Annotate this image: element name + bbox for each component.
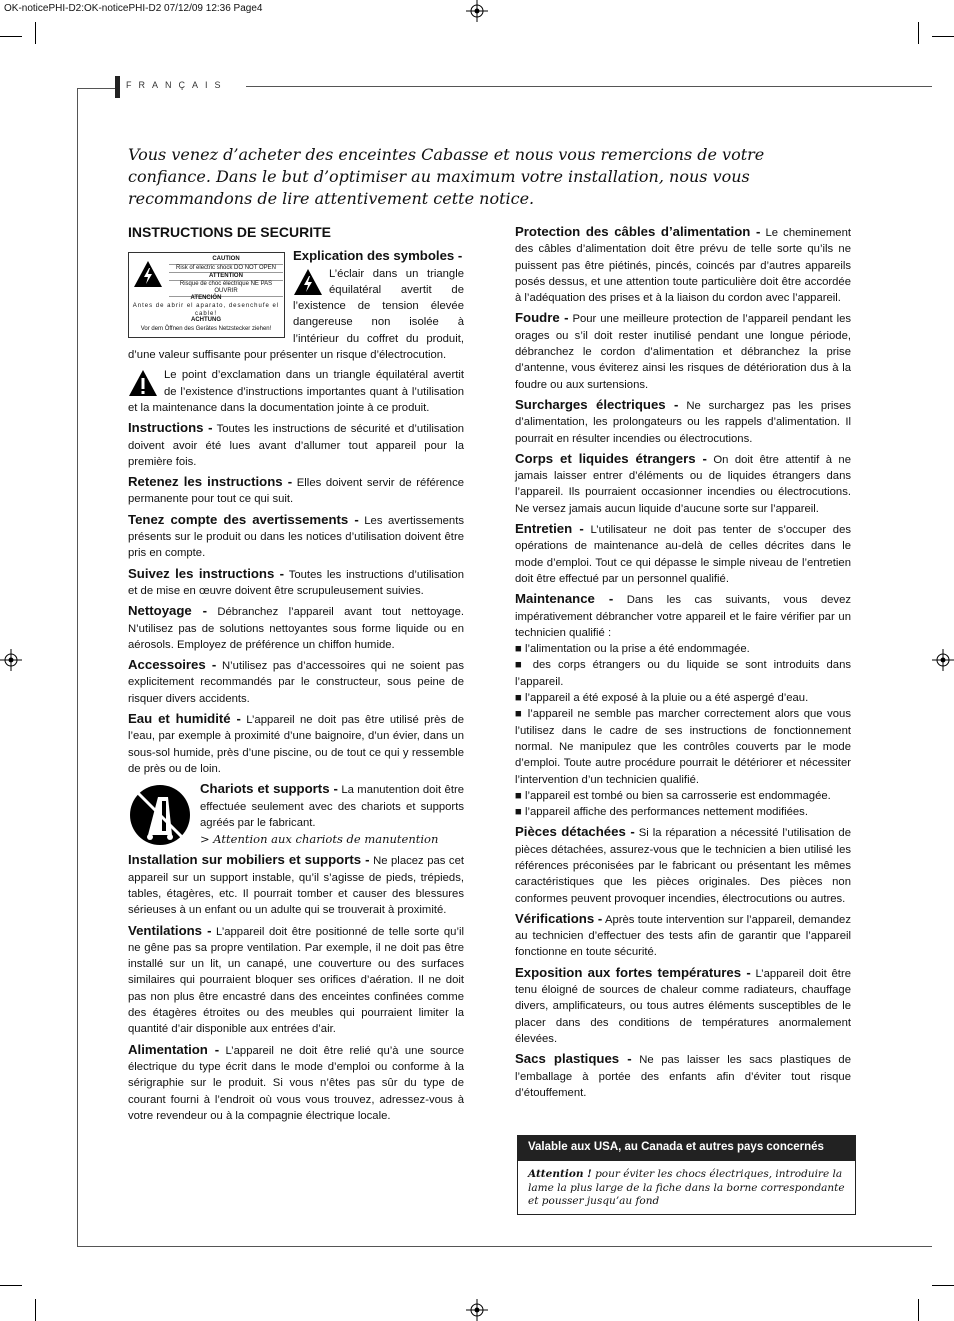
furniture-text: Ne placez pas cet appareil sur un support instable, qu’il s’agisse de pieds, trépieds, tables, étagères, etc. Il pourrait tomber et causer des blessures sérieuses à un enfant ou un adulte qui se trouverait à proximité.: [128, 855, 465, 917]
lightning-triangle-icon: [293, 268, 323, 296]
caution-label: [128, 252, 285, 338]
registration-mark-icon: [466, 1299, 488, 1321]
carts-note: > Attention aux chariots de manutention: [200, 832, 439, 847]
cable-heading: Protection des câbles d’alimentation -: [515, 224, 761, 239]
exclamation-paragraph: [128, 367, 464, 416]
registration-mark-icon: [0, 649, 22, 671]
right-column: [515, 224, 851, 1105]
list-item: ■ l’appareil affiche des performances nettement modifiées.: [515, 806, 808, 819]
surge-text: Ne surchargez pas les prises d’alimentation, les prolongateurs ou les rappels d’alimentation. Il pourrait en résulter incendies ou électrocutions.: [515, 399, 852, 445]
usa-notice-text: pour éviter les chocs électriques, introduire la lame la plus large de la fiche dans la borne correspondante et pousser jusqu’au fond: [528, 1168, 845, 1207]
ventilation-heading: Ventilations -: [128, 922, 212, 938]
cart-paragraph: [128, 781, 464, 848]
atencion-text: Antes de abrir el aparato, desenchufe el cable!: [132, 303, 280, 317]
service-heading: Entretien -: [515, 521, 584, 537]
usa-notice-heading: Valable aux USA, au Canada et autres pays concernés: [518, 1136, 855, 1161]
maintenance-text: Dans les cas suivants, vous devez impérativement débrancher votre appareil et le faire vérifier par un technicien qualifié :: [515, 594, 852, 639]
usa-notice-attention: Attention !: [528, 1168, 592, 1180]
exclamation-triangle-icon: [128, 369, 158, 397]
achtung-text: Vor dem Öffnen des Gerätes Netzstecker ziehen!: [140, 326, 272, 333]
cable-text: Le cheminement des câbles d’alimentation doit être prévu de telle sorte qu’ils ne puissent pas être piétinés, pincés, coincés par d’autres appareils posés dessus, et une attention toute particulière doit être accordée à l’adéquation des prises et à la liaison du cordon avec l’appareil.: [515, 227, 851, 305]
service-text: L’utilisateur ne doit pas tenter de s’occuper des opérations de maintenance au-delà de celles décrites dans le mode d’emploi. Tout ce qui dépasse le simple niveau de l’entretien doit être effectué par un personnel qualifié.: [515, 524, 851, 585]
list-item: ■ l’appareil a été exposé à la pluie ou a été aspergé d’eau.: [515, 692, 809, 705]
carts-heading: Chariots et supports -: [200, 781, 338, 797]
cleaning-text: Débranchez l’appareil avant tout nettoyage. N’utilisez pas de solutions nettoyantes sous forme liquide ou en aérosols. Employez de préférence un chiffon humide.: [128, 606, 464, 651]
parts-heading: Pièces détachées -: [515, 824, 635, 840]
lightning-triangle-icon: [133, 259, 163, 289]
warnings-heading: Tenez compte des avertissements -: [128, 511, 359, 527]
section-title: INSTRUCTIONS DE SECURITE: [128, 224, 332, 240]
divider: [246, 86, 932, 87]
symbols-text: L’éclair dans un triangle équilatéral avertit de l’existence de tension élevée dangereuse non isolée à l’intérieur du coffret du produit, d’une valeur suffisante pour présenter un risque d’électrocution.: [128, 267, 464, 362]
checks-heading: Vérifications -: [515, 910, 603, 926]
crop-mark: [918, 1299, 919, 1321]
language-bar: [115, 76, 120, 98]
divider: [77, 88, 78, 1246]
list-item: ■ l’appareil est tombé ou bien sa carrosserie est endommagée.: [515, 789, 831, 802]
crop-mark: [932, 36, 954, 37]
caution-text: Risk of electric shock DO NOT OPEN: [169, 265, 283, 273]
heat-heading: Exposition aux fortes températures -: [515, 964, 751, 980]
maintenance-heading: Maintenance -: [515, 591, 614, 607]
language-label: FRANÇAIS: [126, 80, 228, 90]
warnings-text: Les avertissements présents sur le produit ou dans les notices d’utilisation doivent être pris en compte.: [128, 514, 464, 560]
instructions-heading: Instructions -: [128, 420, 213, 436]
symbols-heading: Explication des symboles -: [293, 248, 463, 264]
cleaning-heading: Nettoyage -: [128, 603, 207, 619]
crop-mark: [932, 1285, 954, 1286]
crop-mark: [35, 22, 36, 44]
divider: [77, 88, 115, 89]
print-slug: OK-noticePHI-D2:OK-noticePHI-D2 07/12/09 12:36 Page4: [4, 3, 263, 14]
foreign-text: On doit être attentif à ne jamais laisser entrer d’éléments ou de liquides étrangers dans l’appareil. Ils pourraient occasionner incendies ou électrocutions. Ne versez jamais aucun liquide d’aucune sorte sur l’appareil.: [515, 453, 851, 515]
lightning-text: Pour une meilleure protection de l’appareil pendant les orages ou s’il doit rester inutilisé pendant une longue période, débranchez le cordon d’alimentation et débranchez la prise d’antenne, vous éviterez ainsi les risques de détérioration dus à la foudre ou aux surtensions.: [515, 313, 852, 391]
left-column: [128, 224, 464, 1128]
crop-mark: [918, 22, 919, 44]
retain-text: Elles doivent servir de référence permanente pour tout ce qui suit.: [128, 477, 464, 506]
lightning-heading: Foudre -: [515, 310, 569, 326]
crop-mark: [35, 1299, 36, 1321]
parts-text: Si la réparation a nécessité l’utilisation de pièces détachées, assurez-vous que le technicien a bien utilisé les références préconisées par le fabricant ou présentant les mêmes caractéristiques que les pièces originales. Des pièces non conformes peuvent provoquer incendies, électrocutions ou autres.: [515, 827, 851, 905]
ventilation-text: L’appareil doit être positionné de telle sorte qu’il ne gêne pas sa propre ventilation. Par exemple, il ne doit pas être installé sur un lit, un canapé, une couverture ou des surfaces similaires qui pourraient bloquer ses orifices d’aération. Il ne doit pas non plus être encastré dans des enceintes confinées comme des étagères étroites ou des meubles qui pourraient limiter la quantité d’air disponible aux entrées d’air.: [128, 925, 464, 1036]
checks-text: Après toute intervention sur l’appareil, demandez au technicien d’effectuer des tests afin de garantir que l’appareil fonctionne en toute sécurité.: [515, 913, 851, 959]
bags-heading: Sacs plastiques -: [515, 1051, 632, 1067]
carts-text: La manutention doit être effectuée seulement avec des chariots et supports agréés par le fabricant.: [200, 784, 465, 829]
divider: [77, 1246, 932, 1247]
list-item: ■ l’appareil ne semble pas marcher correctement alors que vous l’utilisez dans le cadre de ses instructions de fonctionnement normal. Ne manipulez que les contrôles couverts par le mode d’emploi. Toute autre procédure pourrait le détériorer et nécessiter l’intervention d’un technicien qualifié.: [515, 708, 851, 786]
accessories-text: N’utilisez pas d’accessoires qui ne soient pas explicitement recommandés par le constructeur, sous peine de risquer divers accidents.: [128, 660, 464, 705]
crop-mark: [0, 36, 22, 37]
exclamation-text: Le point d’exclamation dans un triangle équilatéral avertit de l’existence d’instructions importantes quant à l’utilisation et la maintenance dans la documentation jointe à ce produit.: [128, 369, 464, 414]
cart-warning-icon: [128, 783, 192, 847]
follow-text: Toutes les instructions d’utilisation et de mise en œuvre doivent être scrupuleusement suivies.: [128, 568, 464, 597]
attention-heading: ATTENTION: [169, 273, 283, 281]
water-text: L’appareil ne doit pas être utilisé près de l’eau, par exemple à proximité d’une baignoire, d’un évier, dans un sous-sol humide, près d’une piscine, ou de tout ce qui y ressemble de près ou de loin.: [128, 714, 465, 775]
list-item: ■ l’alimentation ou la prise a été endommagée.: [515, 643, 750, 656]
heat-text: L’appareil doit être tenu éloigné de sources de chaleur comme radiateurs, chauffage divers, amplificateurs, ou tous autres éléments susceptibles de le placer dans des conditions de températures anormalement élevées.: [515, 967, 851, 1045]
bags-text: Ne pas laisser les sacs plastiques de l’emballage à portée des enfants afin d’éviter tout risque d’étouffement.: [515, 1054, 851, 1099]
crop-mark: [0, 1285, 22, 1286]
caution-heading: CAUTION: [169, 256, 283, 264]
foreign-heading: Corps et liquides étrangers -: [515, 450, 707, 466]
atencion-heading: ATENCIÓN: [190, 295, 222, 302]
intro-text: Vous venez d’acheter des enceintes Cabasse et nous vous remercions de votre confiance. Dans le but d’optimiser au maximum votre installation, nous vous recommandons de lire attentivement cette notice.: [128, 145, 765, 208]
furniture-heading: Installation sur mobiliers et supports -: [128, 852, 370, 868]
achtung-heading: ACHTUNG: [191, 317, 221, 324]
water-heading: Eau et humidité -: [128, 711, 241, 727]
power-text: L’appareil ne doit être relié qu’à une source électrique du type écrit dans le mode d’emploi ou conforme à la sérigraphie sur le produit. Si vous n’êtes pas sûr du type de courant fourni à l’endroit où vous vous trouvez, adressez-vous à votre revendeur ou à la compagnie électrique locale.: [128, 1044, 464, 1122]
attention-text: Risque de choc électrique NE PAS OUVRIR: [169, 281, 283, 297]
retain-heading: Retenez les instructions -: [128, 474, 293, 490]
follow-heading: Suivez les instructions -: [128, 565, 285, 581]
power-heading: Alimentation -: [128, 1041, 220, 1057]
surge-heading: Surcharges électriques -: [515, 396, 679, 412]
registration-mark-icon: [466, 0, 488, 22]
list-item: ■ des corps étrangers ou du liquide se sont introduits dans l’appareil.: [515, 659, 851, 688]
instructions-text: Toutes les instructions de sécurité et d’utilisation doivent avoir été lues avant d’allumer tout appareil pour la première fois.: [128, 423, 465, 468]
usa-notice-box: [517, 1135, 856, 1215]
accessories-heading: Accessoires -: [128, 657, 217, 673]
registration-mark-icon: [932, 649, 954, 671]
